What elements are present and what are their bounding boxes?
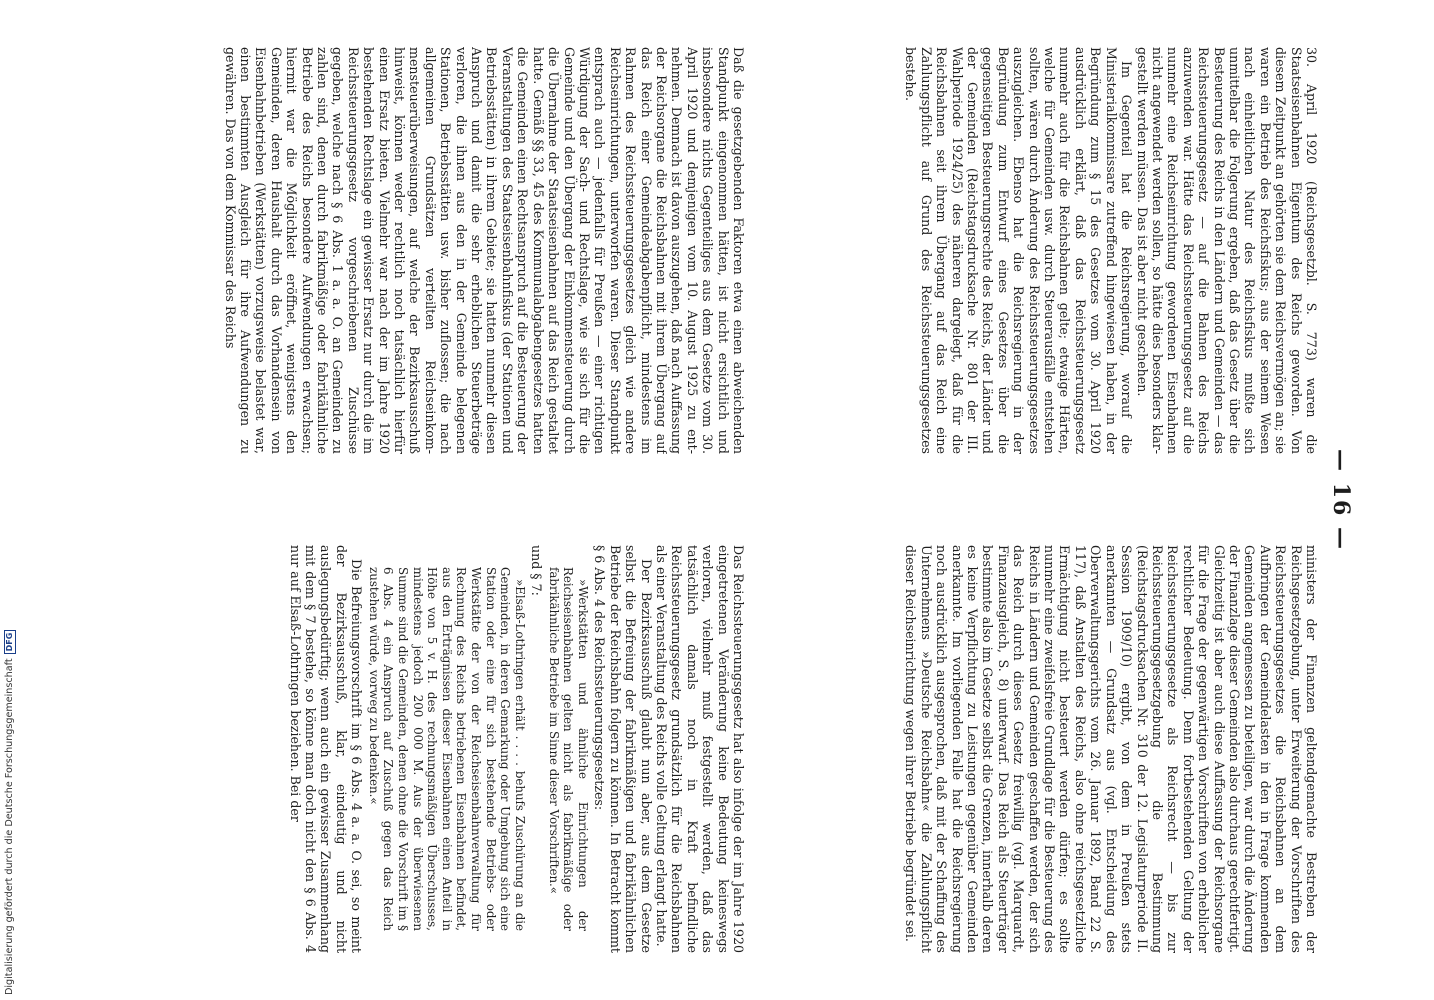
paragraph: und § 7: [529,545,545,596]
text-column-right-upper [759,545,1319,953]
paragraph: 30. April 1920 (Reichsgesetzbl. S. 773) waren die Staatseisenbahnen Eigentum des Reichs geworden. Von diesem Zeitpunkt an gehörten sie dem Reichsvermögen an; sie waren ein Betrieb des Reichsfiskus; aus der seinem Wesen nach einheitlichen Natur des Reichsfiskus mußte sich unmittelbar die Folgerung ergeben, daß das Gesetz über die Besteuerung des Reichs in den Ländern und Gemeinden — das Reichssteuerungsgesetz — auf die Bahnen des Reichs anzuwenden war. Hätte das Reichssteuerungsgesetz auf die nunmehr eine Reichseinrichtung gewordenen Eisenbahnen nicht angewendet werden sollen, so hätte dies besonders klargestellt werden müssen. Das ist aber nicht geschehen. [1134,47,1319,454]
block-quote: »Werkstätten und ähnliche Einrichtungen der Reichseisenbahnen gelten nicht als fabrikmäßige oder fabrikähnliche Betriebe im Sinne dieser Vorschriften.« [546,567,590,931]
paragraph: Die Befreiungsvorschrift im § 6 Abs. 4 a. a. O. sei, so meint der Bezirksausschuß, klar, eindeutig und nicht auslegungsbedürftig; wenn auch ein gewisser Zusammenhang mit dem § 7 bestehe, so könne man doch nicht den § 6 Abs. 4 nur auf Elsaß-Lothringen beziehen. Bei der [287,545,365,953]
paragraph: Das Reichssteuerungsgesetz hat also infolge der im Jahre 1920 eingetretenen Veränderung keine Bedeutung keineswegs verloren, vielmehr muß festgestellt werden, daß das tatsächlich damals noch in Kraft befindliche Reichssteuerungsgesetz grundsätzlich für die Reichsbahnen als einer Veranstaltung des Reichs volle Geltung erlangt hatte. [653,545,746,953]
paragraph: Der Bezirksausschuß glaubt nun aber, aus dem Gesetze selbst die Befreiung der fabrikmäßigen und fabrikähnlichen Betriebe der Reichsbahn folgern zu können. In Betracht kommt § 6 Abs. 4 des Reichssteuerungsgesetzes: [592,545,654,953]
credit-text: Digitalisierung gefördert durch die Deutsche Forschungsgemeinschaft [4,658,15,995]
dfg-logo-icon: DFG [4,630,16,655]
text-column-left-lower [86,47,746,454]
block-quote: »Elsaß-Lothringen erhält . . . . behufs Zuschürung an die Gemeinden, in deren Gemarkung oder Umgebung sich eine Station oder eine für sich bestehende Betriebs- oder Werkstätte der von der Reichseisenbahnverwaltung für Rechnung des Reichs betriebenen Eisenbahnen befindet, aus den Erträgnissen dieser Eisenbahnen einen Anteil in Höhe von 5 v. H. des rechnungsmäßigen Überschusses, mindestens jedoch 200 000 M. Aus der überwiesenen Summe sind die Gemeinden, denen ohne die Vorschrift im § 6 Abs. 4 ein Anspruch auf Zuschuß gegen das Reich zustehen würde, vorweg zu bedenken.« [366,567,527,931]
text-column-left-upper [759,47,1319,454]
paragraph: ministers der Finanzen geltendgemachte Bestreben der Reichsgesetzgebung, unter Erweiterung der Vorschriften des Reichssteuerungsgesetzes die Reichsbahnen an dem Aufbringen der Gemeindelasten in den in Frage kommenden Gemeinden angemessen zu beteiligen, war durch die Änderung der Finanzlage dieser Gemeinden also durchaus gerechtfertigt. Gleichzeitig ist aber auch diese Auffassung der Reichsorgane für die Frage der gegenwärtigen Vorschriften von erheblicher rechtlicher Bedeutung. Denn fortbestehenden Geltung der Reichssteuerungsgesetze als Reichsrecht — bis zur Reichssteuerungsgesetzgebung die Bestimmung (Reichstagsdrucksachen Nr. 310 der 12. Legislaturperiode II. Session 1909/10) ergibt, von dem in Preußen stets anerkannten — Grundsatz aus (vgl. Entscheidung des Oberverwaltungsgerichts vom 26. Januar 1892, Band 22 S. 117), daß Anstalten des Reichs, also ohne reichsgesetzliche Ermächtigung nicht besteuert werden dürfen; es sollte nunmehr eine zweifelsfreie Grundlage für die Besteuerung des Reichs in Ländern und Gemeinden geschaffen werden, der sich das Reich durch dieses Gesetz freiwillig (vgl. Marquardt, Finanzausgleich, S. 8) unterwarf. Das Reich als Steuerträger bestimmte also im Gesetze selbst die Grenzen, innerhalb deren es keine Verpflichtung zu Leistungen gegenüber Gemeinden anerkannte. Im vorliegenden Falle hat die Reichsregierung noch ausdrücklich ausgesprochen, daß mit der Schaffung des Unternehmens »Deutsche Reichsbahn« die Zahlungspflicht dieser Reichseinrichtung wegen ihrer Betriebe begründet sei. [903,545,1319,953]
paragraph: Daß die gesetzgebenden Faktoren etwa einen abweichenden Standpunkt eingenommen hätten, ist nicht ersichtlich und insbesondere nichts Gegenteiliges aus dem Gesetze vom 30. April 1920 und demjenigen vom 10. August 1925 zu entnehmen. Demnach ist davon auszugehen, daß nach Auffassung der Reichsorgane die Reichsbahnen mit ihrem Übergang auf das Reich einer Gemeindeabgabenpflicht, mindestens im Rahmen des Reichssteuerungsgesetzes gleich wie andere Reichseinrichtungen, unterworfen waren. Dieser Standpunkt entsprach auch — jedenfalls für Preußen — einer richtigen Würdigung der Sach- und Rechtslage, wie sie sich für die Gemeinde und den Übergang der Einkommensteuerung durch die Übernahme der Staatseisenbahnen auf das Reich gestaltet hatte. Gemäß §§ 33, 45 des Kommunalabgabengesetzes hatten die Gemeinden einen Rechtsanspruch auf die Besteuerung der Veranstaltungen des Staatseisenbahnfiskus (der Stationen und Betriebsstätten) in ihrem Gebiete; sie hatten nunmehr diesen Anspruch und damit die sehr erheblichen Steuerbeträge verloren, die ihnen aus den in der Gemeinde belegenen Stationen, Betriebsstätten usw. bisher zuflossen; die nach allgemeinen Grundsätzen verteilten Reichseinkommensteuerüberweisungen, auf welche der Bezirksausschuß hinweist, können weder rechtlich noch tatsächlich hierfür einen Ersatz bieten. Vielmehr war nach der im Jahre 1920 bestehenden Rechtslage ein gewisser Ersatz nur durch die im Reichssteuerungsgesetz vorgeschriebenen Zuschüsse gegeben, welche nach § 6 Abs. 1 a. a. O. an Gemeinden zu zahlen sind, denen durch fabrikmäßige oder fabrikähnliche Betriebe des Reichs besondere Aufwendungen erwachsen; hiermit war die Möglichkeit eröffnet, wenigstens den Gemeinden, deren Haushalt durch das Vorhandensein von Eisenbahnbetrieben (Werkstätten) vorzugsweise belastet war, einen bestimmten Ausgleich für ihre Aufwendungen zu gewähren. Das von dem Kommissar des Reichs [222,47,746,454]
text-column-right-lower [106,545,746,953]
page-number-label: — 16 — [1328,449,1354,551]
digitization-credit [3,600,17,995]
paragraph: Im Gegenteil hat die Reichsregierung, worauf die Ministerialkommissare zutreffend hingewiesen haben, in der Begründung zum § 15 des Gesetzes vom 30. April 1920 ausdrücklich erklärt, daß das Reichssteuerungsgesetz nunmehr auch für die Reichsbahnen gelte; etwaige Härten, welche für Gemeinden usw. durch Steuerausfälle entstehen sollten, wären durch Änderung des Reichssteuerungsgesetzes auszugleichen. Ebenso hat die Reichsregierung in der Begründung zum Entwurf eines Gesetzes über die gegenseitigen Besteuerungsrechte des Reichs, der Länder und der Gemeinden (Reichstagsdrucksache Nr. 801 der III. Wahlperiode 1924/25) des näheren dargelegt, daß für die Reichsbahnen seit ihrem Übergang auf das Reich eine Zahlungspflicht auf Grund des Reichssteuerungsgesetzes bestehe. [903,47,1135,454]
